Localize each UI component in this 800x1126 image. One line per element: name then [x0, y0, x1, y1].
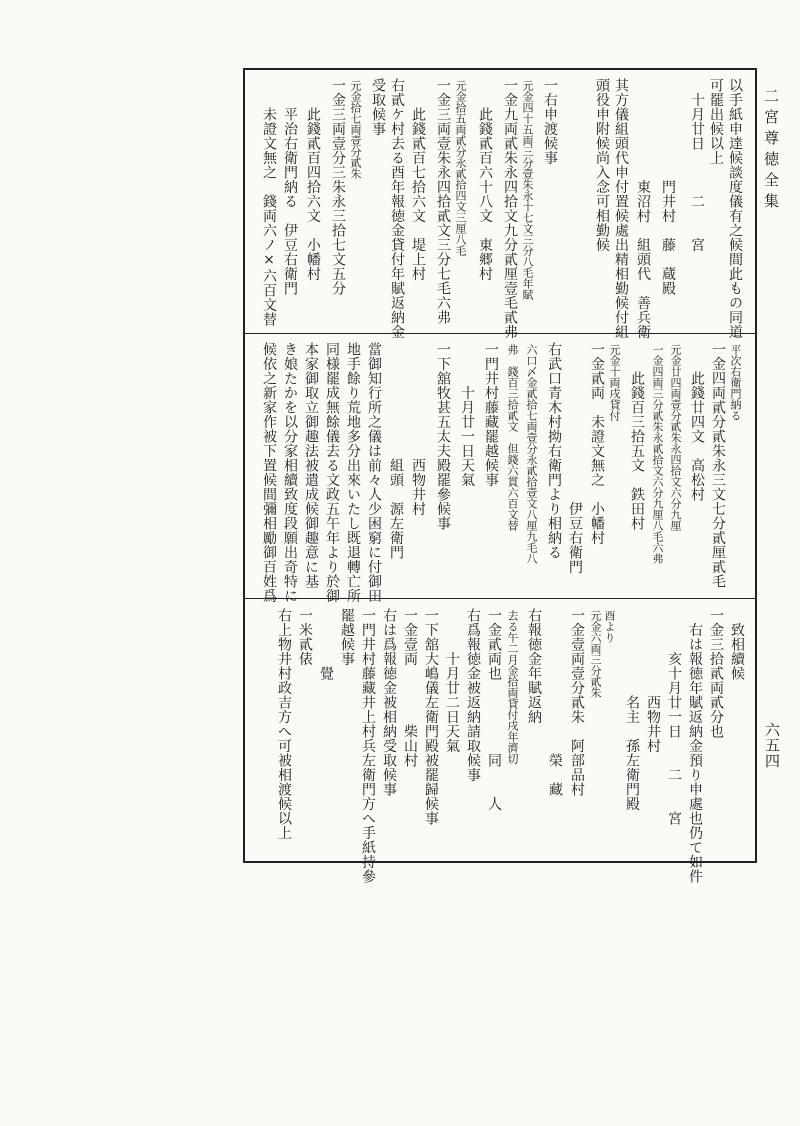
text-line: 平治右衛門納る 伊豆右衛門 — [282, 78, 298, 296]
text-line: 十月廿二日天氣 — [444, 608, 460, 753]
text-line: 元金四十五両三分壹朱永十七文三分八毛年賦 — [521, 80, 534, 300]
text-line: 右は爲報徳金被相納受取候事 — [381, 608, 397, 797]
text-line: 一金三拾貳両貳分也 — [708, 608, 724, 739]
text-line: 右報徳金年賦返納 — [526, 608, 542, 724]
text-line: 平次右衛門納る — [729, 344, 742, 421]
text-line: 一門井村藤藏罷越候事 — [483, 342, 499, 487]
text-line: 酉より — [603, 610, 616, 643]
text-line: 未證文無之 錢両六ノ×六百文替 — [261, 78, 277, 327]
text-line: 元金廿四両壹分貳朱永四拾文六分九厘 — [669, 344, 682, 531]
text-line: 當御知行所之儀は前々人少困窮に付御田 — [366, 342, 382, 603]
text-line: 元金拾七両壹分貳朱 — [349, 80, 362, 179]
text-line: 一金四両三分貳朱永貳拾文六分九厘八毛六弗 — [651, 344, 664, 564]
text-line: 右上物井村政吉方へ可被相渡候以上 — [276, 608, 292, 840]
text-line: 此錢百三拾五文 鉄田村 — [629, 342, 645, 531]
text-line: 一門井村藤藏井上村兵左衛門方へ手紙持參 — [360, 608, 376, 884]
text-line: 伊豆右衛門 — [567, 342, 583, 574]
book-title: 二宮尊徳全集 — [762, 88, 780, 214]
page-number: 六五四 — [763, 722, 781, 769]
text-line: 地手餘り荒地多分出來いたし既退轉亡所 — [345, 342, 361, 603]
text-line: 一下舘牧甚五太夫殿罷參候事 — [435, 342, 451, 531]
text-line: 弗 錢百三拾貳文 但錢六貫六百文替 — [506, 344, 519, 531]
text-line: 西物井村 — [410, 342, 426, 516]
text-line: 本家御取立御趣法被遣成候御趣意に基 — [303, 342, 319, 589]
text-line: 十月廿日 二 宮 — [689, 78, 705, 252]
section-divider-bottom — [243, 598, 757, 599]
text-line: 可罷出候以上 — [708, 78, 724, 165]
text-line: 名主 孫左衛門殿 — [624, 608, 640, 811]
text-line: 罷越候事 — [339, 608, 355, 666]
text-line: 頭役申附候尚入念可相勤候 — [594, 78, 610, 252]
text-line: 候依之新家作被下置候間彌相勵御百姓爲 — [261, 342, 277, 603]
text-line: 右貳ケ村去る酉年報徳金貸付年賦返納金 — [389, 78, 405, 339]
text-line: 其方儀組頭代申付置候處出精相勤候付組 — [613, 78, 629, 339]
text-line: 六口〆金貳拾七両壹分永貳拾壹文八厘九毛八 — [525, 344, 538, 564]
text-line: 右爲報徳金被返納請取候事 — [465, 608, 481, 782]
text-line: 此錢貳百七拾六文 堤上村 — [410, 78, 426, 281]
text-line: 組頭 源左衛門 — [388, 342, 404, 560]
text-line: 右武口青木村拗右衛門より相納る — [546, 342, 562, 560]
text-line: 覺 — [318, 608, 334, 681]
text-line: 同様罷成無餘儀去る文政五午年より於御 — [324, 342, 340, 603]
text-line: 去る午二月金拾両貸付戌年濟切 — [506, 610, 519, 764]
text-line: 此錢貳百四拾六文 小幡村 — [305, 78, 321, 281]
text-line: 受取候事 — [370, 78, 386, 136]
text-line: 十月廿一日天氣 — [459, 342, 475, 487]
text-line: 一下舘大嶋儀左衛門殿被罷歸候事 — [423, 608, 439, 826]
text-line: 一金貳両也 同 人 — [486, 608, 502, 811]
text-line: 榮 藏 — [547, 608, 563, 797]
text-line: 元金拾五両貳分永貳拾四文三厘八毛 — [454, 80, 467, 256]
section-divider-top — [243, 333, 757, 334]
text-line: 門井村 藤 蔵殿 — [660, 78, 676, 296]
text-line: き娘たかを以分家相續致度段願出奇特に — [282, 342, 298, 603]
text-line: 一米貳俵 — [297, 608, 313, 666]
text-line: 一金四両貳分貳朱永三文七分貳厘貳毛 — [710, 342, 726, 589]
text-line: 一金三両壹分三朱永三拾七文五分 — [330, 78, 346, 296]
text-line: 亥十月廿一日 二 宮 — [666, 608, 682, 826]
text-line: 東沼村 組頭代 善兵衛 — [635, 78, 651, 339]
text-line: 一金壹両壹分貳朱 阿部品村 — [569, 608, 585, 797]
text-line: 此錢貳百六十八文 東郷村 — [477, 78, 493, 281]
text-line: 一右申渡候事 — [542, 78, 558, 165]
text-line: 一金貳両 未證文無之 小幡村 — [589, 342, 605, 545]
text-line: 一金三両壹朱永四拾貳文三分七毛六弗 — [435, 78, 451, 325]
text-line: 此錢廿四文 高松村 — [689, 342, 705, 502]
text-line: 元金十両戌貸付 — [608, 344, 621, 421]
text-line: 一金壹両 柴山村 — [402, 608, 418, 768]
text-line: 致相續候 — [729, 608, 745, 681]
text-line: 元金六両三分貳朱 — [589, 610, 602, 698]
text-line: 右は報徳年賦返納金預り申處也仍て如件 — [687, 608, 703, 884]
text-line: 以手紙申達候談度儀有之候間此もの同道 — [727, 78, 743, 339]
text-line: 西物井村 — [645, 608, 661, 753]
text-line: 一金九両貳朱永四拾文九分貳厘壹毛貳弗 — [502, 78, 518, 339]
